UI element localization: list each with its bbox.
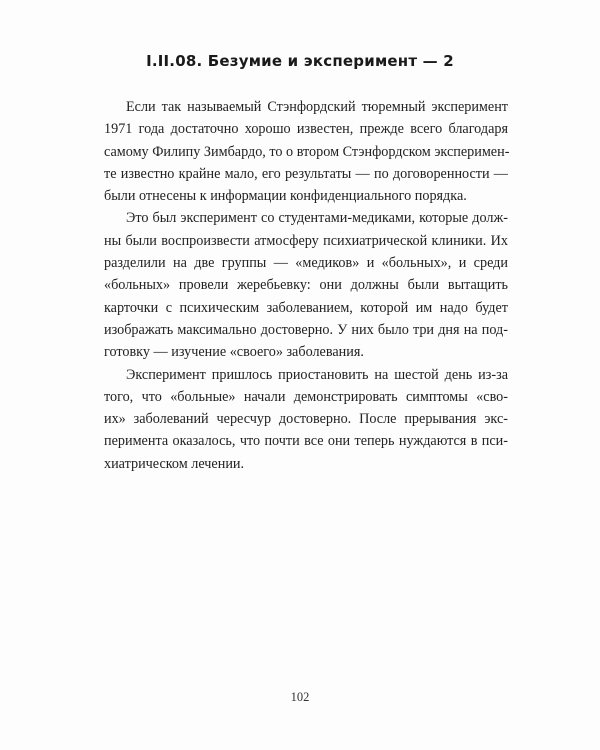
- text-line: изображать максимально достоверно. У них было три дня на под-: [104, 321, 508, 338]
- text-line: Это был эксперимент со студентами-медиками, которые долж-: [126, 210, 508, 227]
- text-line: самому Филипу Зимбардо, то о втором Стэнфордском эксперимен-: [104, 143, 510, 160]
- text-line: 1971 года достаточно хорошо известен, прежде всего благодаря: [104, 121, 508, 138]
- page-number: 102: [290, 690, 310, 704]
- text-line: карточки с психическим заболеванием, которой им надо будет: [104, 299, 508, 316]
- text-line: Эксперимент пришлось приостановить на шестой день из-за: [126, 366, 508, 383]
- text-line: были отнесены к информации конфиденциального порядка.: [104, 188, 467, 205]
- text-line: те известно крайне мало, его результаты — по договоренности —: [104, 165, 508, 182]
- text-line: Если так называемый Стэнфордский тюремный эксперимент: [126, 99, 508, 115]
- paragraph-1: [104, 96, 508, 207]
- text-line: разделили на две группы — «медиков» и «больных», и среди: [104, 255, 508, 272]
- text-line: хиатрическом лечении.: [104, 455, 245, 472]
- section-heading: I.II.08. Безумие и эксперимент — 2: [146, 52, 454, 70]
- paragraph-3: [104, 364, 508, 475]
- text-line: «больных» провели жеребьевку: они должны были вытащить: [104, 277, 508, 294]
- text-line: перимента оказалось, что почти все они теперь нуждаются в пси-: [104, 433, 508, 450]
- paragraph-2: [104, 207, 508, 363]
- text-line: того, что «больные» начали демонстрировать симптомы «сво-: [104, 388, 508, 405]
- text-line: готовку — изучение «своего» заболевания.: [104, 344, 364, 361]
- text-line: ны были воспроизвести атмосферу психиатрической клиники. Их: [104, 232, 508, 249]
- body-text: [104, 96, 508, 475]
- text-line: их» заболеваний чересчур достоверно. После прерывания экс-: [104, 411, 508, 428]
